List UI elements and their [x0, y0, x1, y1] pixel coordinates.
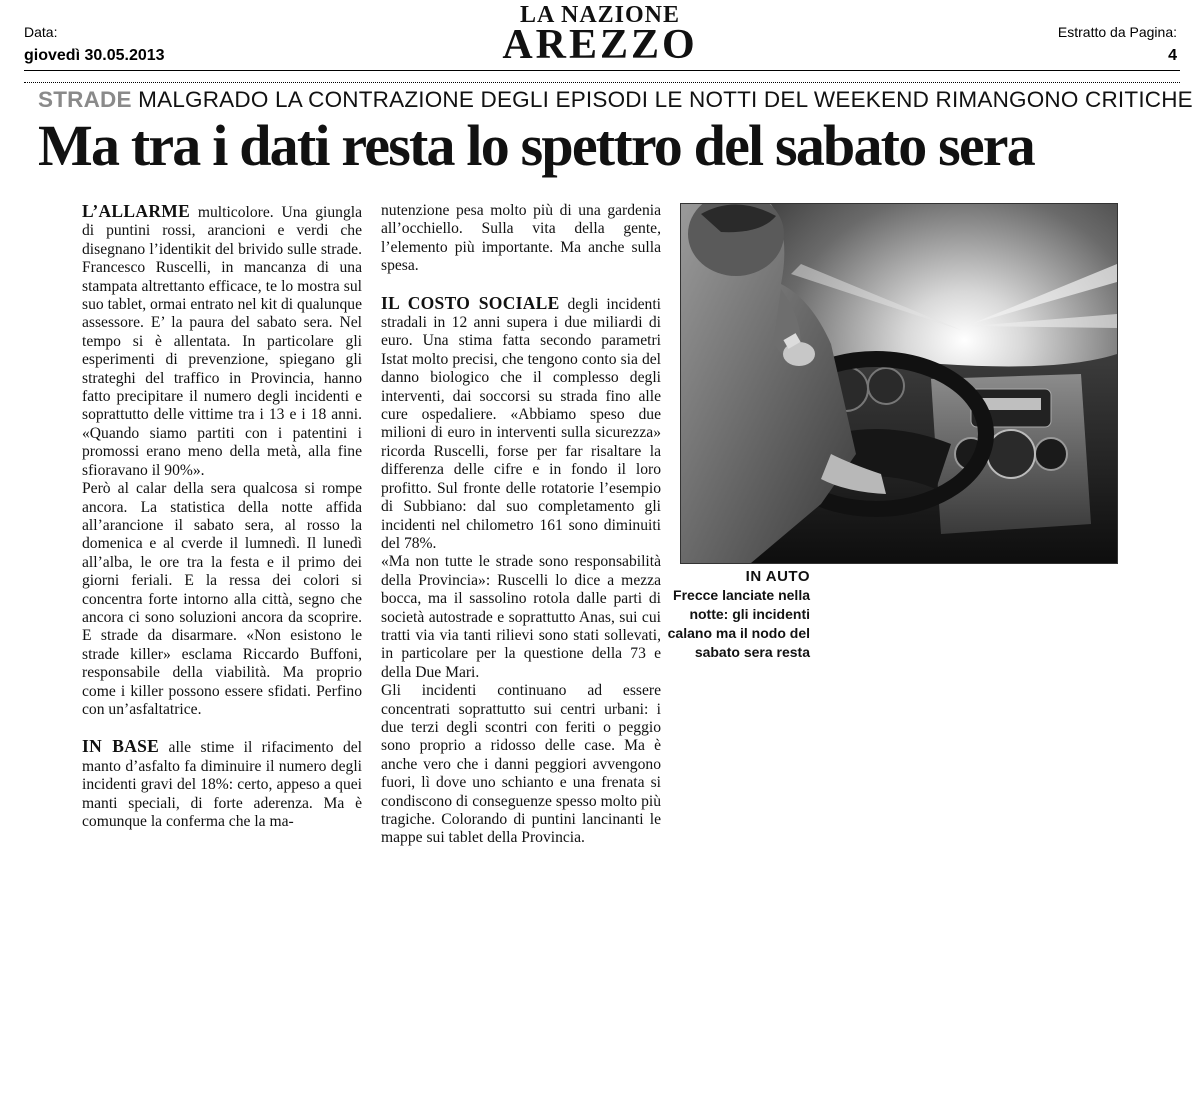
date-value: giovedì 30.05.2013 [24, 47, 165, 64]
paragraph [82, 737, 362, 831]
paragraph [381, 294, 661, 554]
masthead-newspaper-name: LA NAZIONE [519, 2, 681, 28]
car-driver-night-photo [680, 203, 1118, 564]
masthead-edition: AREZZO [502, 22, 698, 68]
article-headline: Ma tra i dati resta lo spettro del sabato sera [38, 113, 1034, 178]
article-column-1 [82, 202, 362, 831]
paragraph-text: multicolore. Una giungla di puntini rossi, arancioni e verdi che disegnano l’identikit del brivido sulle strade. Francesco Ruscelli, in mancanza di una stampata altrettanto efficace, te lo mostra sul suo tablet, ormai entrato nel kit di qualunque assessore. E’ la paura del sabato sera. Nel tempo si è allentata. In particolare gli esperimenti di prevenzione, spiegano gli strateghi del traffico in Provincia, hanno fatto precipitare il numero degli incidenti e soprattutto delle vittime tra i 13 e i 18 anni. «Quando siamo partiti con i patentini i promossi erano meno della metà, alla fine sfioravano il 90%». [82, 204, 362, 479]
paragraph: nutenzione pesa molto più di una gardenia all’occhiello. Sulla vita della gente, l’elemento più importante. Ma anche sulla spesa. [381, 202, 661, 275]
paragraph-lead: IN BASE [82, 736, 160, 757]
paragraph-text: degli incidenti stradali in 12 anni supera i due miliardi di euro. Una stima fatta secondo parametri Istat molto precisi, che tengono conto sia del danno biologico che il complesso degli interventi, dai soccorsi su strada fino alle cure ospedaliere. «Abbiamo speso due milioni di euro in interventi sulla sicurezza» ricorda Ruscelli, forse per far risaltare la differenza delle cifre e in fondo il loro profitto. Sul fronte delle rotatorie l’esempio di Subbiano: dal suo completamento gli incidenti nel chilometro 161 sono diminuiti del 78%. [381, 295, 661, 552]
kicker-text: MALGRADO LA CONTRAZIONE DEGLI EPISODI LE NOTTI DEL WEEKEND RIMANGONO CRITICHE [131, 87, 1193, 112]
photo-illustration [681, 204, 1117, 563]
article-column-2 [381, 202, 661, 848]
paragraph-text: alle stime il rifacimento del manto d’asfalto fa diminuire il numero degli incidenti gravi del 18%: certo, appeso a quei manti speciali, di forte aderenza. Ma è comunque la conferma che la ma- [82, 739, 362, 830]
paragraph-lead: IL COSTO SOCIALE [381, 292, 560, 313]
photo-caption [660, 567, 810, 662]
paragraph: «Ma non tutte le strade sono responsabilità della Provincia»: Ruscelli lo dice a mezza bocca, ma il sassolino rotola dalle parti di società autostrade e soprattutto Anas, sui cui tratti via via tanti rilievi sono stati sollevati, in particolare per la questione della 73 e della Due Mari. [381, 553, 661, 681]
date-label: Data: [24, 24, 58, 40]
caption-label: IN AUTO [745, 568, 810, 585]
paragraph [82, 202, 362, 480]
caption-text: Frecce lanciate nella notte: gli incidenti calano ma il nodo del sabato sera resta [667, 587, 810, 660]
paragraph-lead: L’ALLARME [82, 201, 191, 221]
article-top-rule [24, 82, 1180, 83]
paragraph: Gli incidenti continuano ad essere concentrati soprattutto sui centri urbani: i due terzi degli scontri con feriti o peggio sono proprio a ridosso delle case. Ma è anche vero che i danni peggiori avvengono fuori, lì dove uno schianto e una frenata si condiscono di conseguenze spesso molto più tragiche. Colorando di puntini lancinanti le mappe sui tablet della Provincia. [381, 682, 661, 847]
paragraph: Però al calar della sera qualcosa si rompe ancora. La statistica della notte affida all’arancione il sabato sera, al rosso la domenica e al cverde il lumnedì. Il lunedì all’alba, le ore tra la festa e il primo dei giorni feriali. E la ressa dei colori si concentra forte intorno alla città, segno che ancora ci sono soluzioni ancora da scoprire. E strade da disarmare. «Non esistono le strade killer» esclama Riccardo Buffoni, responsabile della viabilità. Ma proprio come i killer possono essere sfidati. Perfino con un’asfaltatrice. [82, 480, 362, 718]
page-number: 4 [1168, 47, 1177, 64]
kicker-section-label: STRADE [38, 87, 132, 112]
page-label: Estratto da Pagina: [1057, 24, 1177, 40]
header-rule [24, 70, 1180, 71]
